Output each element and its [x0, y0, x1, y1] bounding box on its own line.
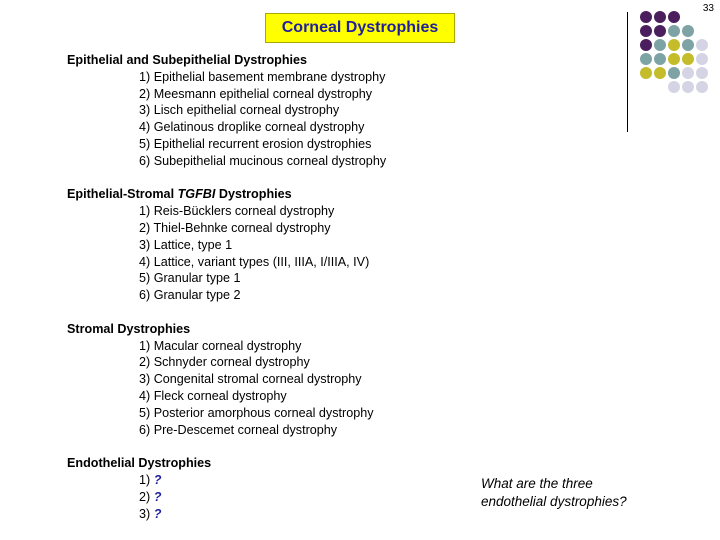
question-mark: ? — [153, 506, 162, 521]
list-item: 5) Posterior amorphous corneal dystrophy — [139, 405, 374, 420]
list-item: 1) Reis-Bücklers corneal dystrophy — [139, 204, 335, 219]
decorative-dot — [682, 67, 694, 79]
heading-suffix: Dystrophies — [215, 187, 292, 202]
question-mark: ? — [153, 489, 162, 504]
heading-prefix: Epithelial-Stromal — [67, 187, 178, 202]
decorative-dot — [682, 53, 694, 65]
list-item: 1) Macular corneal dystrophy — [139, 338, 302, 353]
list-item: 5) Epithelial recurrent erosion dystrophies — [139, 136, 372, 151]
decorative-dot — [682, 39, 694, 51]
list-item: 5) Granular type 1 — [139, 271, 241, 286]
question-line: endothelial dystrophies? — [481, 494, 627, 509]
list-item: 2) Meesmann epithelial corneal dystrophy — [139, 86, 373, 101]
decorative-dot — [668, 11, 680, 23]
decorative-dot — [640, 25, 652, 37]
divider-line — [627, 12, 628, 132]
decorative-dot — [668, 25, 680, 37]
decorative-dot — [668, 67, 680, 79]
list-item: 4) Gelatinous droplike corneal dystrophy — [139, 120, 365, 135]
decorative-dot — [696, 81, 708, 93]
section-stromal — [67, 321, 386, 439]
decorative-dot — [668, 81, 680, 93]
list-item: 1) Epithelial basement membrane dystrophy — [139, 69, 386, 84]
list-item: 4) Fleck corneal dystrophy — [139, 388, 287, 403]
decorative-dot — [654, 39, 666, 51]
list-item: 2) Schnyder corneal dystrophy — [139, 355, 310, 370]
dystrophy-list — [67, 52, 386, 539]
decorative-dot — [668, 53, 680, 65]
question-mark: ? — [153, 472, 162, 487]
list-item: 3) Congenital stromal corneal dystrophy — [139, 372, 362, 387]
item-number: 2) — [139, 489, 151, 504]
section-epithelial-stromal — [67, 186, 386, 304]
section-heading: Stromal Dystrophies — [67, 321, 191, 336]
decorative-dot — [640, 39, 652, 51]
list-item — [67, 472, 386, 489]
decorative-dot — [640, 53, 652, 65]
decorative-dot — [654, 25, 666, 37]
list-item: 3) Lisch epithelial corneal dystrophy — [139, 103, 340, 118]
decorative-dot — [668, 39, 680, 51]
decorative-dot — [682, 81, 694, 93]
decorative-dot — [696, 39, 708, 51]
title-box — [265, 13, 455, 43]
item-number: 3) — [139, 506, 151, 521]
list-item: 6) Granular type 2 — [139, 288, 241, 303]
slide-number: 33 — [702, 3, 714, 14]
list-item: 2) Thiel-Behnke corneal dystrophy — [139, 220, 331, 235]
item-number: 1) — [139, 472, 151, 487]
list-item: 6) Pre-Descemet corneal dystrophy — [139, 422, 338, 437]
section-heading — [67, 186, 386, 203]
decorative-dot — [696, 53, 708, 65]
list-item: 4) Lattice, variant types (III, IIIA, I/IIIA, IV) — [139, 254, 370, 269]
section-heading: Endothelial Dystrophies — [67, 456, 212, 471]
list-item — [67, 506, 386, 523]
decorative-dot — [654, 11, 666, 23]
decorative-dot — [654, 67, 666, 79]
section-heading: Epithelial and Subepithelial Dystrophies — [67, 53, 308, 67]
section-endothelial — [67, 455, 386, 522]
decorative-dot — [682, 25, 694, 37]
list-item: 6) Subepithelial mucinous corneal dystrophy — [139, 153, 387, 168]
decorative-dot — [654, 53, 666, 65]
decorative-dot — [696, 67, 708, 79]
page-title: Corneal Dystrophies — [281, 19, 439, 36]
question-prompt — [481, 475, 627, 511]
decorative-dot — [640, 67, 652, 79]
heading-gene-term: TGFBI — [177, 187, 216, 202]
decorative-dot — [640, 11, 652, 23]
question-line: What are the three — [481, 476, 593, 491]
section-epithelial-subepithelial — [67, 52, 386, 170]
list-item: 3) Lattice, type 1 — [139, 237, 233, 252]
list-item — [67, 489, 386, 506]
